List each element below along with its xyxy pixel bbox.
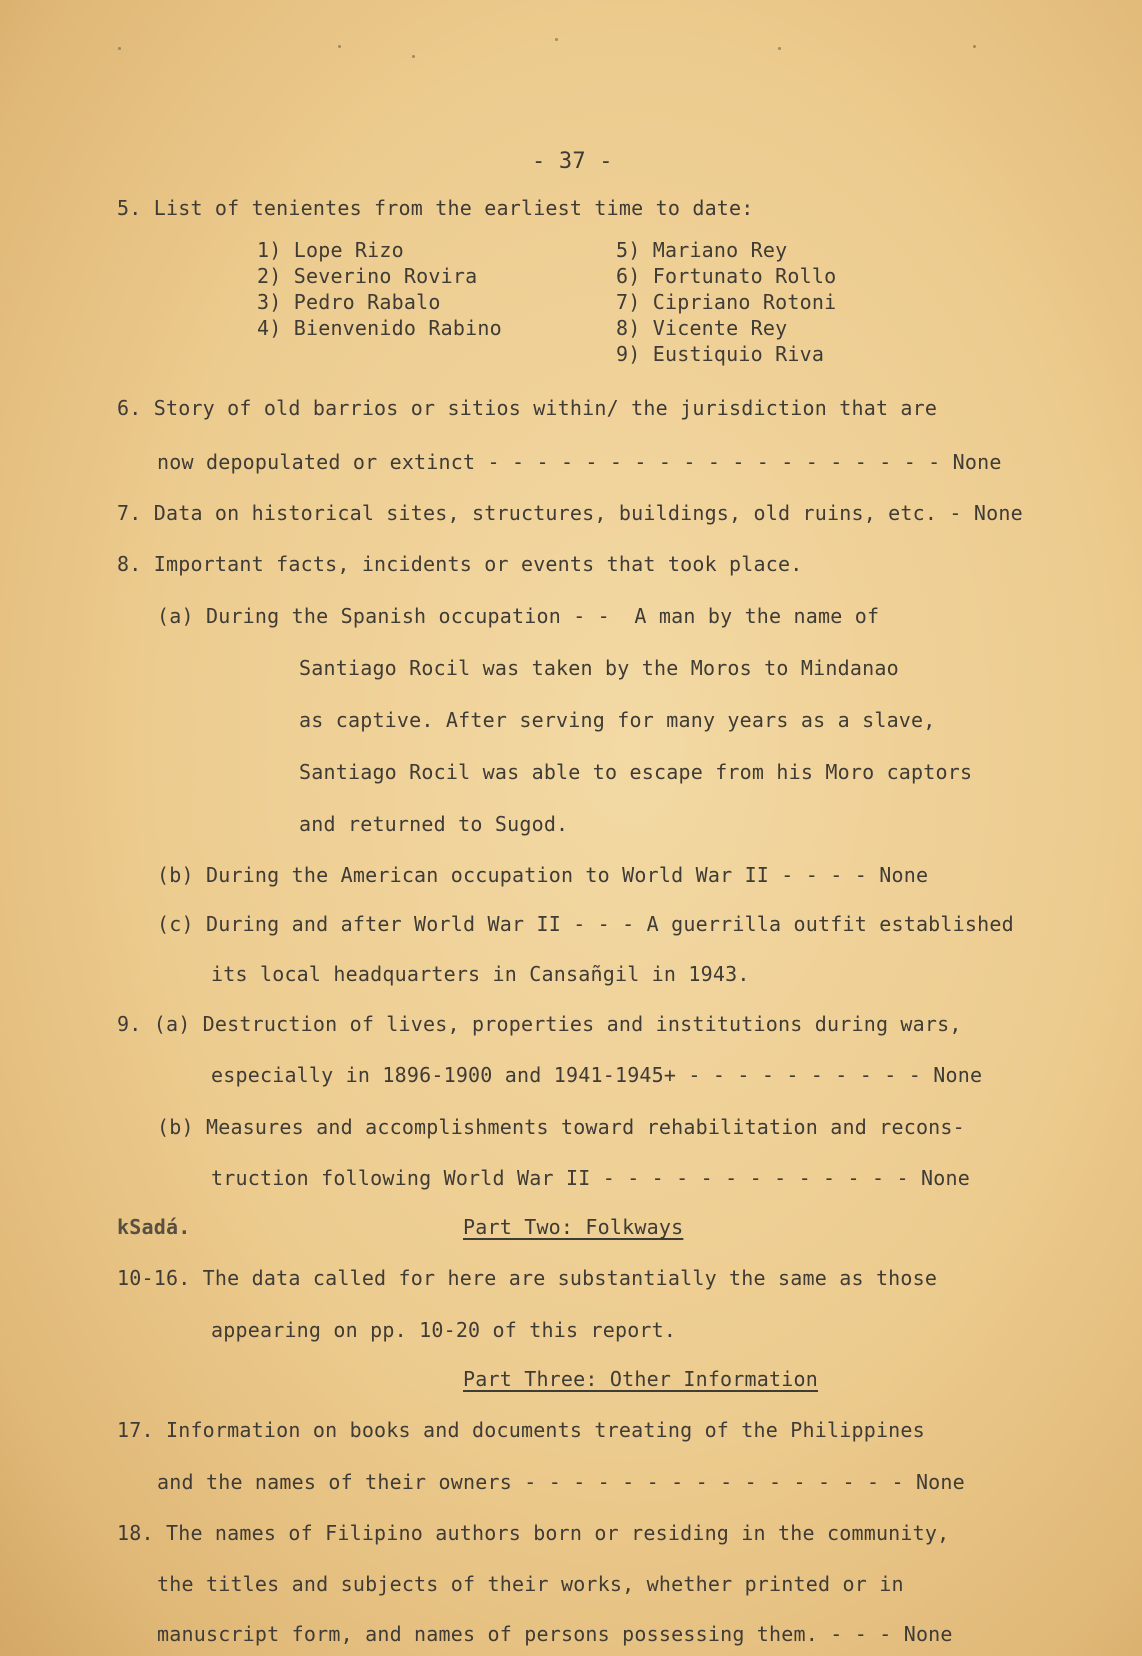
item-9b-line-1: (b) Measures and accomplishments toward rehabilitation and recons- (157, 1115, 965, 1139)
item-6-line-2: now depopulated or extinct - - - - - - - - - - - - - - - - - - - None (157, 450, 1002, 474)
item-8a-line-3: as captive. After serving for many years as a slave, (299, 708, 936, 732)
teniente-9: 9) Eustiquio Riva (616, 342, 825, 366)
item-5-heading: 5. List of tenientes from the earliest time to date: (117, 196, 754, 220)
teniente-6: 6) Fortunato Rollo (616, 264, 837, 288)
teniente-1: 1) Lope Rizo (257, 238, 404, 262)
item-18-line-1: 18. The names of Filipino authors born or residing in the community, (117, 1521, 950, 1545)
item-18-line-2: the titles and subjects of their works, whether printed or in (157, 1572, 904, 1596)
part-three-title: Part Three: Other Information (463, 1367, 818, 1391)
teniente-5: 5) Mariano Rey (616, 238, 788, 262)
teniente-3: 3) Pedro Rabalo (257, 290, 441, 314)
item-8b-line: (b) During the American occupation to World War II - - - - None (157, 863, 929, 887)
item-8a-line-2: Santiago Rocil was taken by the Moros to Mindanao (299, 656, 899, 680)
item-8a-line-4: Santiago Rocil was able to escape from his Moro captors (299, 760, 973, 784)
item-18-line-3: manuscript form, and names of persons possessing them. - - - None (157, 1622, 953, 1646)
teniente-8: 8) Vicente Rey (616, 316, 788, 340)
item-9b-line-2: truction following World War II - - - - - - - - - - - - - None (211, 1166, 970, 1190)
item-17-line-1: 17. Information on books and documents treating of the Philippines (117, 1418, 925, 1442)
item-6-line-1: 6. Story of old barrios or sitios within/ the jurisdiction that are (117, 396, 938, 420)
item-17-line-2: and the names of their owners - - - - - - - - - - - - - - - - None (157, 1470, 965, 1494)
item-8a-line-1: (a) During the Spanish occupation - - A man by the name of (157, 604, 880, 628)
teniente-7: 7) Cipriano Rotoni (616, 290, 837, 314)
item-8c-line-1: (c) During and after World War II - - - A guerrilla outfit established (157, 912, 1014, 936)
item-9a-line-1: 9. (a) Destruction of lives, properties and institutions during wars, (117, 1012, 962, 1036)
teniente-2: 2) Severino Rovira (257, 264, 478, 288)
page-number: - 37 - (532, 149, 613, 174)
struck-text: kSadá. (117, 1215, 191, 1239)
item-10-16-line-1: 10-16. The data called for here are substantially the same as those (117, 1266, 938, 1290)
item-9a-line-2: especially in 1896-1900 and 1941-1945+ - - - - - - - - - - None (211, 1063, 983, 1087)
teniente-4: 4) Bienvenido Rabino (257, 316, 502, 340)
item-8-heading: 8. Important facts, incidents or events that took place. (117, 552, 803, 576)
item-7-line-1: 7. Data on historical sites, structures, buildings, old ruins, etc. - None (117, 501, 1023, 525)
item-10-16-line-2: appearing on pp. 10-20 of this report. (211, 1318, 677, 1342)
part-two-title: Part Two: Folkways (463, 1215, 684, 1239)
item-8c-line-2: its local headquarters in Cansañgil in 1943. (211, 962, 750, 986)
item-8a-line-5: and returned to Sugod. (299, 812, 569, 836)
